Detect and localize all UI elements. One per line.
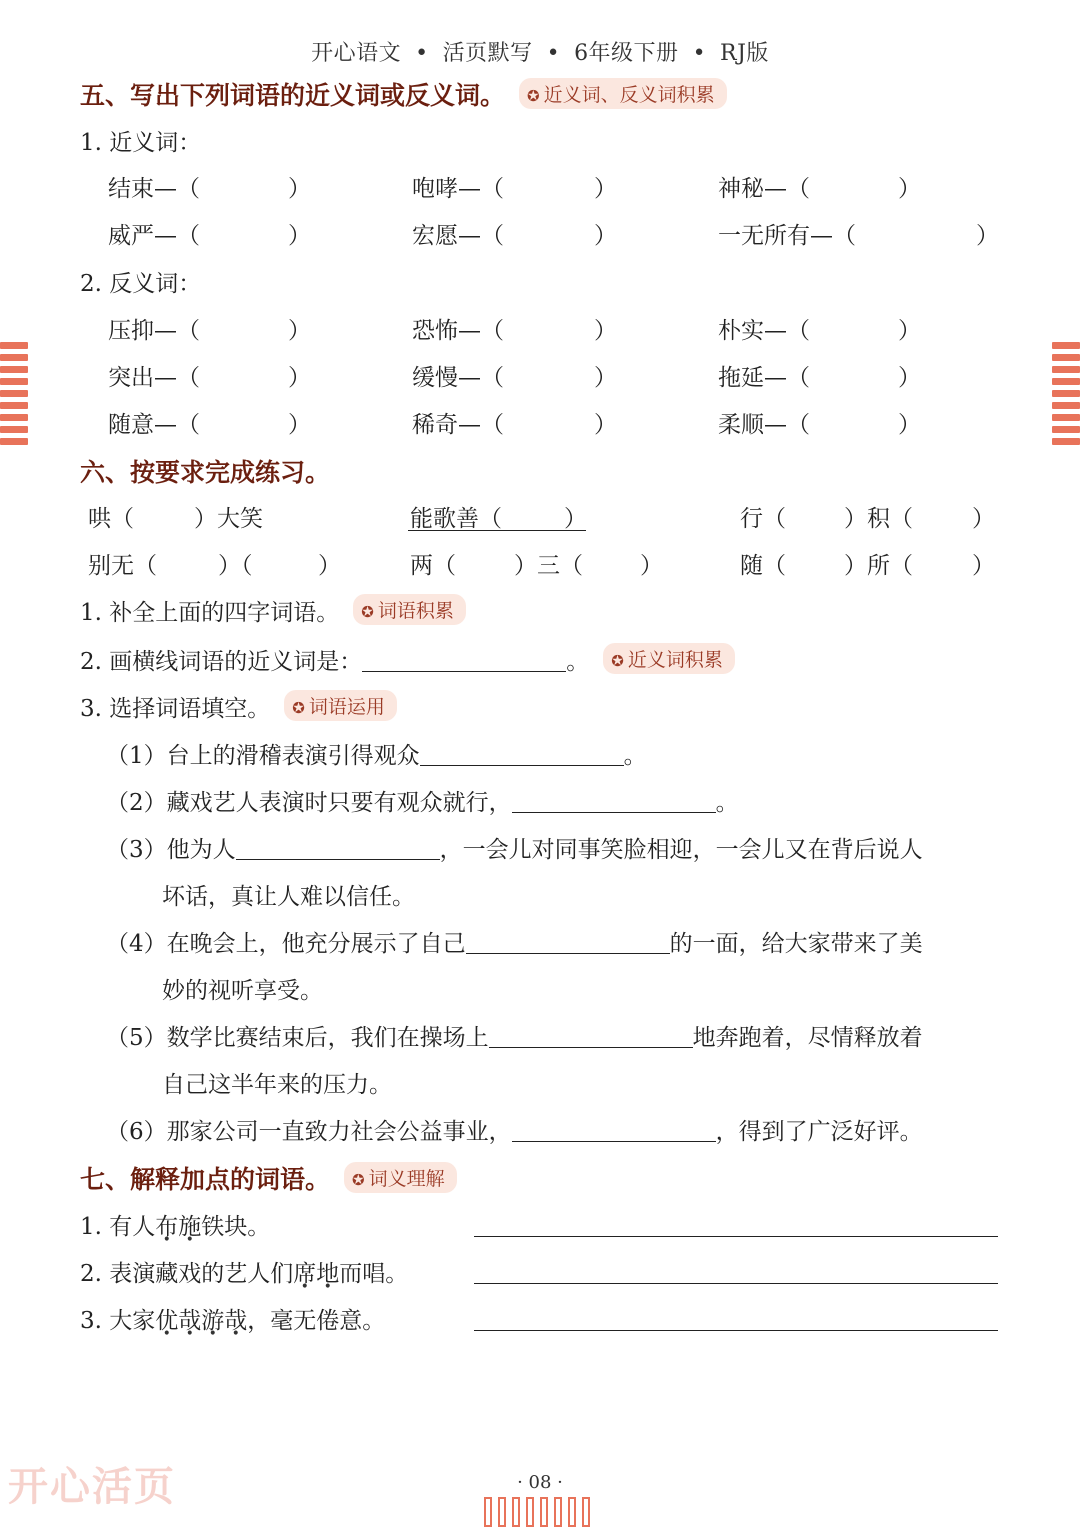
star-icon: ✪	[611, 652, 624, 670]
synonym-item: 结束—（	[108, 176, 200, 202]
fill-item-4-cont: 妙的视听享受。	[162, 978, 323, 1004]
fill-item-3-cont: 坏话，真让人难以信任。	[162, 884, 415, 910]
question-2: 2. 画横线词语的近义词是： 。 ✪ 近义词积累	[80, 643, 735, 676]
section5-title: 五、写出下列词语的近义词或反义词。 ✪ 近义词、反义词积累	[80, 76, 727, 112]
fill-item-5: （5）数学比赛结束后，我们在操场上 地奔跑着，尽情释放着	[106, 1025, 923, 1051]
idiom-part: ）积（	[844, 506, 913, 532]
explain-q1: 1. 有人布施铁块。	[80, 1214, 271, 1240]
right-edge-decoration	[1052, 342, 1080, 450]
synonym-item: 宏愿—（	[412, 223, 504, 249]
synonym-item: 神秘—（	[718, 176, 810, 202]
idiom-part: ）大笑	[194, 506, 263, 532]
antonym-item: 压抑—（	[108, 318, 200, 344]
synonym-item: 一无所有—（	[718, 223, 856, 249]
synonym-item: 威严—（	[108, 223, 200, 249]
q3-tag: ✪ 词语运用	[284, 690, 397, 721]
dotted-char: 地	[316, 1261, 340, 1287]
q2-tag: ✪ 近义词积累	[603, 643, 735, 674]
idiom-part: 两（	[410, 553, 456, 579]
page-header: 开心语文 • 活页默写 • 6年级下册 • RJ版	[311, 41, 769, 66]
fill-item-6: （6）那家公司一直致力社会公益事业， ，得到了广泛好评。	[106, 1119, 923, 1145]
star-icon: ✪	[527, 87, 540, 105]
fill-item-2: （2）藏戏艺人表演时只要有观众就行， 。	[106, 790, 739, 816]
antonym-item: 拖延—（	[718, 365, 810, 391]
fill-item-1: （1）台上的滑稽表演引得观众 。	[106, 743, 647, 769]
section5-tag: ✪ 近义词、反义词积累	[519, 78, 727, 109]
section7-tag: ✪ 词义理解	[344, 1162, 457, 1193]
answer-blank[interactable]	[236, 858, 440, 860]
synonym-item: 咆哮—（	[412, 176, 504, 202]
idiom-part: 别无（	[88, 553, 157, 579]
antonym-item: 突出—（	[108, 365, 200, 391]
idiom-part: ）三（	[514, 553, 583, 579]
dotted-char: 哉	[224, 1308, 248, 1334]
question-1: 1. 补全上面的四字词语。 ✪ 词语积累	[80, 594, 466, 627]
star-icon: ✪	[292, 699, 305, 717]
answer-blank[interactable]	[489, 1046, 693, 1048]
dotted-char: 哉	[178, 1308, 202, 1334]
answer-line[interactable]	[474, 1283, 998, 1284]
answer-blank[interactable]	[362, 670, 566, 672]
explain-q2: 2. 表演藏戏的艺人们席地而唱。	[80, 1261, 409, 1287]
antonym-item: 柔顺—（	[718, 412, 810, 438]
left-edge-decoration	[0, 342, 28, 450]
synonym-subtitle: 1. 近义词：	[80, 130, 202, 156]
dotted-char: 布	[155, 1214, 179, 1240]
idiom-part: ）所（	[844, 553, 913, 579]
idiom-part: 哄（	[88, 506, 134, 532]
fill-item-4: （4）在晚会上，他充分展示了自己 的一面，给大家带来了美	[106, 931, 923, 957]
antonym-item: 随意—（	[108, 412, 200, 438]
edition-label: RJ版	[720, 41, 769, 66]
series-name: 活页默写	[442, 41, 533, 66]
antonym-item: 缓慢—（	[412, 365, 504, 391]
idiom-part: ）（	[218, 553, 253, 579]
explain-q3: 3. 大家优哉游哉，毫无倦意。	[80, 1308, 386, 1334]
page-bars-decoration	[484, 1497, 596, 1531]
idiom-part: 行（	[740, 506, 786, 532]
question-3: 3. 选择词语填空。 ✪ 词语运用	[80, 690, 397, 723]
fill-item-5-cont: 自己这半年来的压力。	[162, 1072, 392, 1098]
answer-blank[interactable]	[466, 952, 670, 954]
antonym-item: 朴实—（	[718, 318, 810, 344]
section6-title: 六、按要求完成练习。	[80, 458, 331, 487]
underlined-idiom: 能歌善（	[410, 506, 502, 532]
antonym-item: 稀奇—（	[412, 412, 504, 438]
antonym-subtitle: 2. 反义词：	[80, 271, 202, 297]
answer-blank[interactable]	[512, 1140, 716, 1142]
fill-item-3: （3）他为人 ，一会儿对同事笑脸相迎，一会儿又在背后说人	[106, 837, 923, 863]
answer-blank[interactable]	[512, 811, 716, 813]
dotted-char: 优	[155, 1308, 179, 1334]
watermark-logo: 开心活页	[8, 1464, 176, 1510]
star-icon: ✪	[352, 1171, 365, 1189]
section7-title: 七、解释加点的词语。 ✪ 词义理解	[80, 1160, 457, 1196]
answer-blank[interactable]	[420, 764, 624, 766]
answer-line[interactable]	[474, 1330, 998, 1331]
idiom-underline	[408, 530, 586, 531]
dotted-char: 游	[201, 1308, 225, 1334]
grade-label: 6年级下册	[574, 41, 679, 66]
q1-tag: ✪ 词语积累	[353, 594, 466, 625]
answer-line[interactable]	[474, 1236, 998, 1237]
antonym-item: 恐怖—（	[412, 318, 504, 344]
idiom-part: 随（	[740, 553, 786, 579]
page-number: · 08 ·	[517, 1472, 563, 1493]
dotted-char: 席	[293, 1261, 317, 1287]
dotted-char: 施	[178, 1214, 202, 1240]
star-icon: ✪	[361, 603, 374, 621]
book-name: 开心语文	[311, 41, 402, 66]
